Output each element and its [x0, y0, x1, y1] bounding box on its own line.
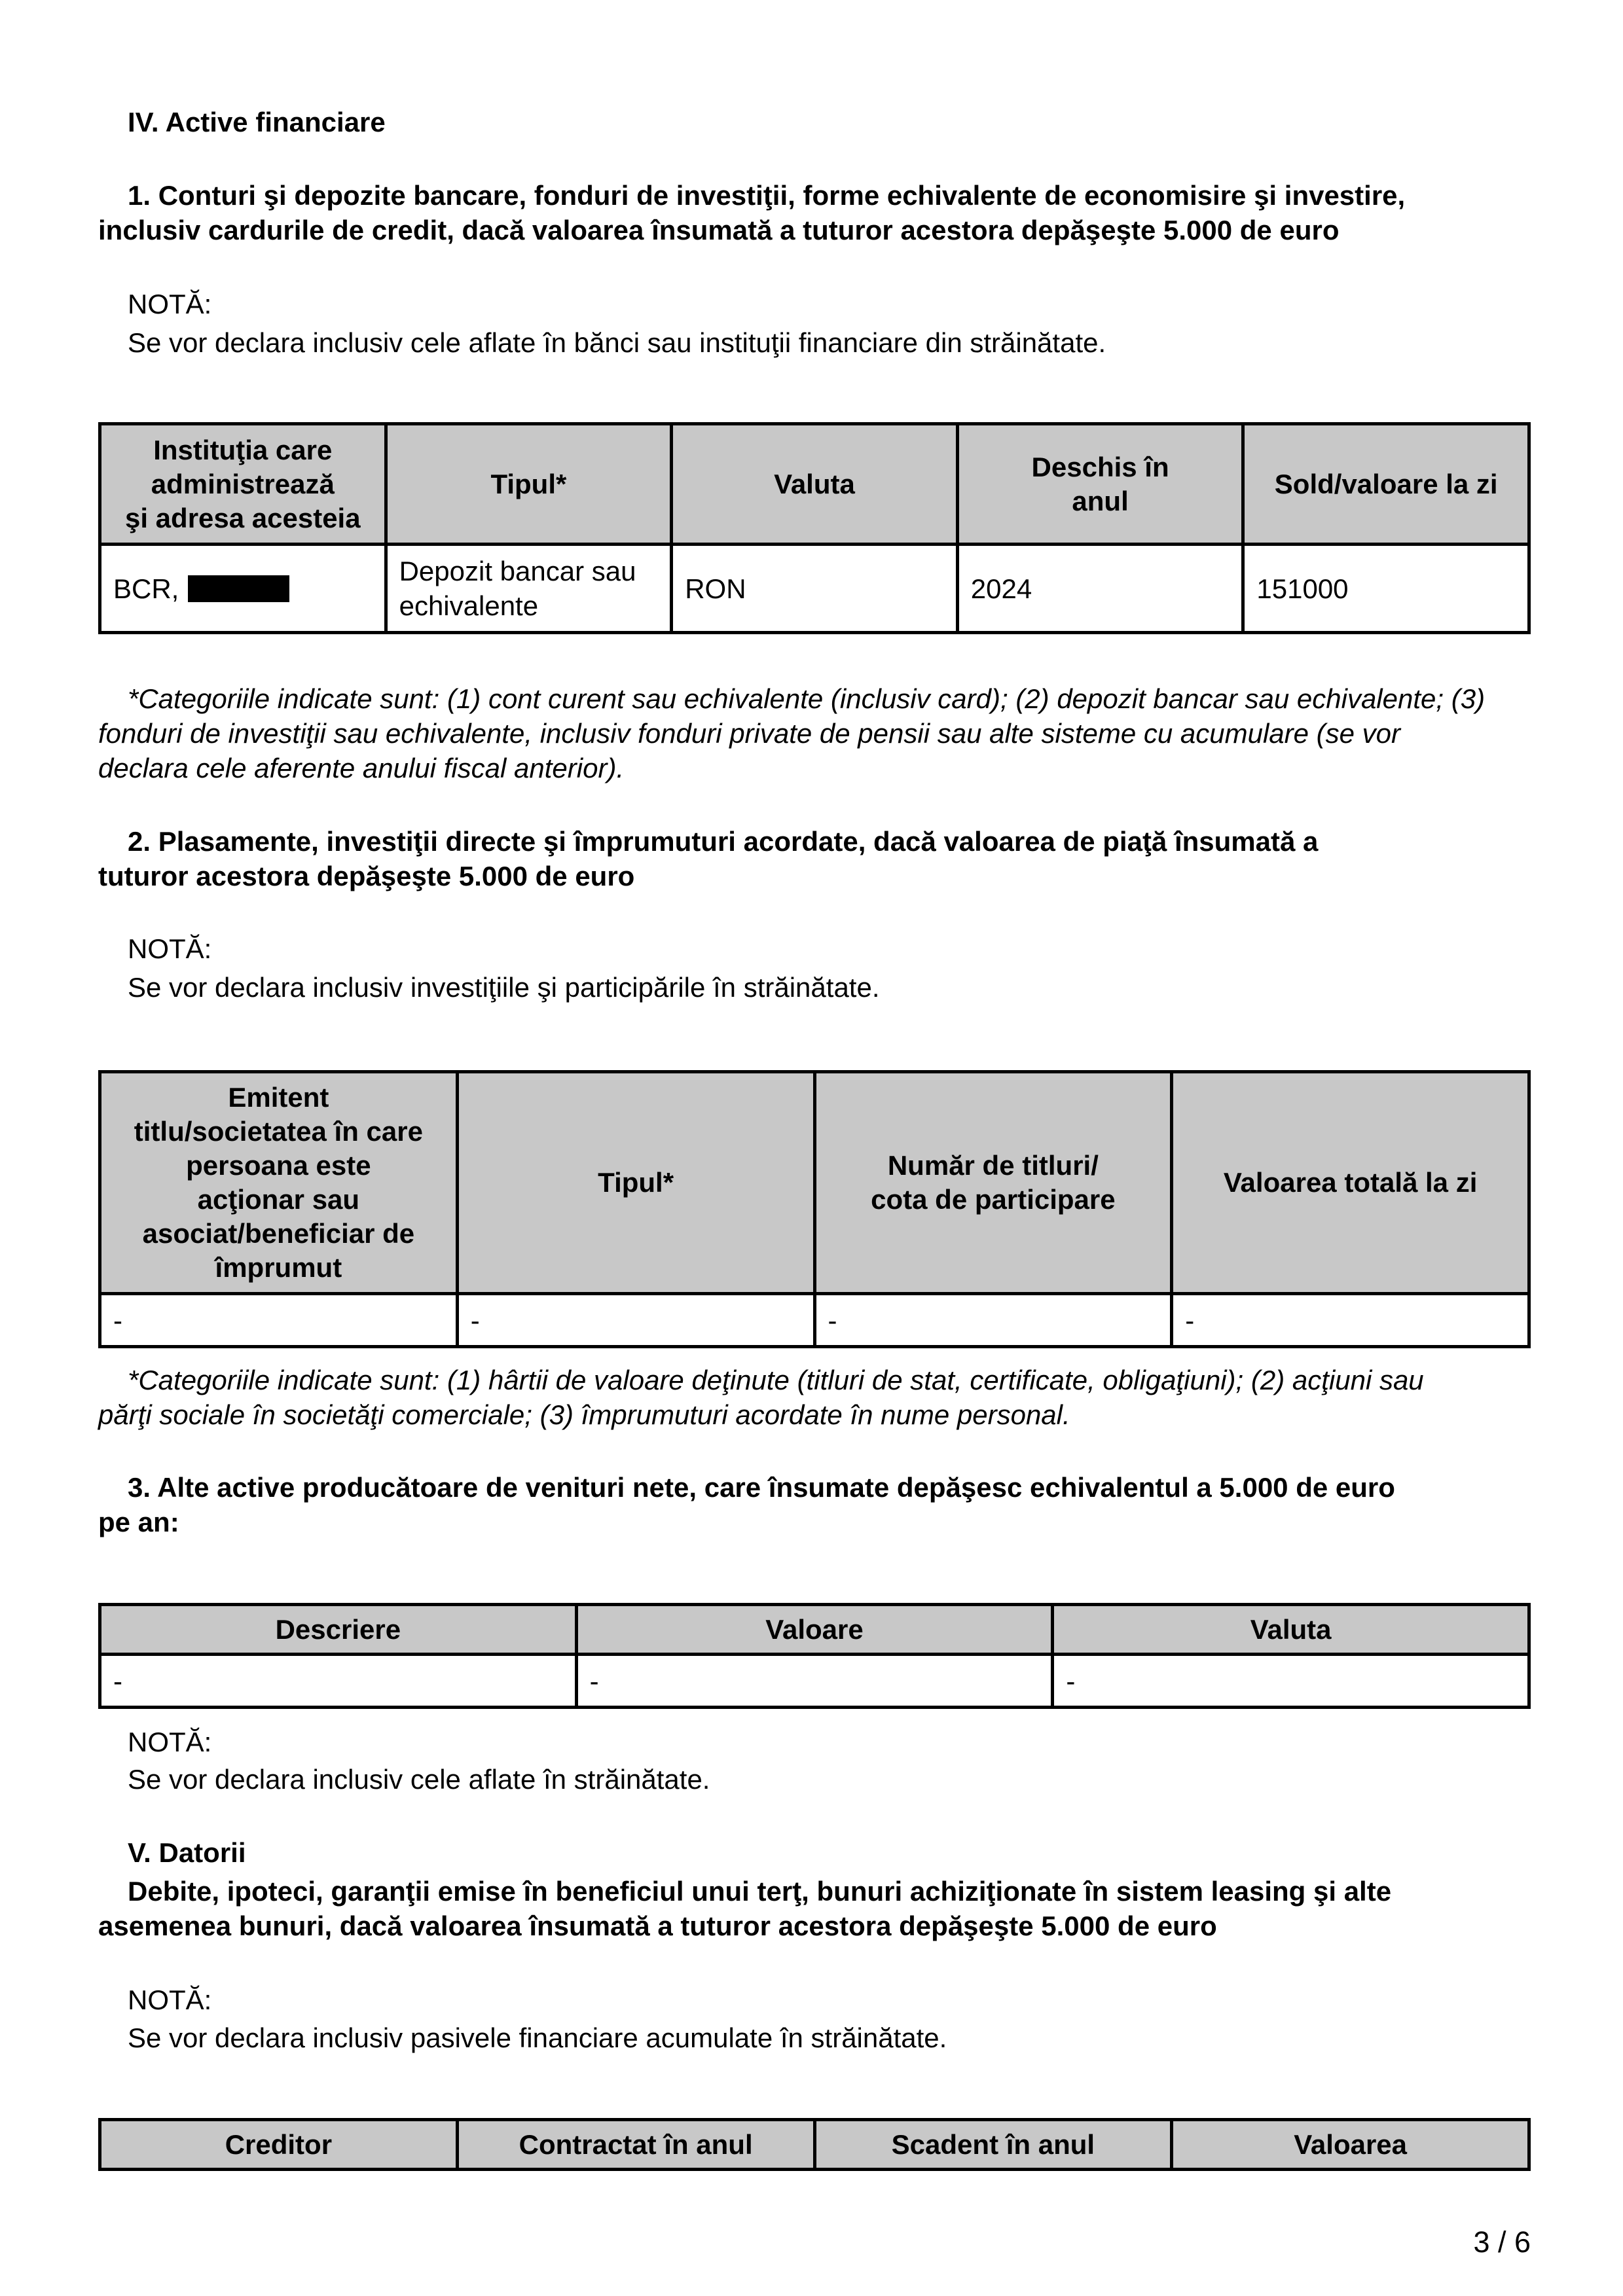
table-cell — [1173, 1295, 1531, 1348]
header-institution: Instituţia care administrează şi adresa acesteia — [124, 434, 361, 533]
placements-footnote: *Categoriile indicate sunt: (1) hârtii de valoare deţinute (titluri de stat, certificate, obligaţiuni); (2) acţiuni sau părţi sociale în societăţi comerciale; (3) împrumuturi acordate în nume personal. — [98, 1365, 1424, 1430]
table-cell — [816, 1295, 1174, 1348]
table-cell — [1054, 1656, 1531, 1709]
header-contracted-year: Contractat în anul — [519, 2128, 753, 2160]
table-cell — [578, 1656, 1055, 1709]
accounts-note-label: NOTĂ: — [128, 289, 212, 319]
accounts-note-text: Se vor declara inclusiv cele aflate în bănci sau instituţii financiare din străinătate. — [128, 327, 1106, 358]
section-v-title: V. Datorii — [128, 1837, 246, 1868]
redacted-block — [188, 575, 289, 602]
other-assets-note-text: Se vor declara inclusiv cele aflate în străinătate. — [128, 1764, 710, 1795]
cell-value: - — [1185, 1304, 1195, 1336]
accounts-heading: 1. Conturi şi depozite bancare, fonduri de investiţii, forme echivalente de economisire şi investire, inclusiv cardurile de credit, dacă valoarea însumată a tuturor acestora depăşeşte 5.000 de euro — [98, 180, 1406, 245]
table-cell — [101, 546, 388, 634]
debts-table — [98, 2118, 1531, 2171]
table-header-cell — [1173, 1073, 1531, 1295]
cell-value: - — [828, 1304, 837, 1336]
header-total-value: Valoarea totală la zi — [1223, 1167, 1478, 1198]
placements-note-label: NOTĂ: — [128, 933, 212, 964]
header-value: Valoare — [765, 1613, 864, 1645]
page-number: 3 / 6 — [1473, 2225, 1531, 2259]
cell-type: Depozit bancar sau echivalente — [399, 556, 636, 621]
cell-currency: RON — [685, 573, 746, 604]
cell-value: - — [589, 1665, 599, 1696]
table-header-cell — [388, 425, 674, 546]
table-cell — [959, 546, 1245, 634]
table-header-cell — [816, 2121, 1174, 2171]
header-currency: Valuta — [1250, 1613, 1332, 1645]
other-assets-heading: 3. Alte active producătoare de venituri nete, care însumate depăşesc echivalentul a 5.000 de euro pe an: — [98, 1472, 1395, 1537]
cell-opened-year: 2024 — [970, 573, 1032, 604]
header-type: Tipul* — [490, 468, 567, 499]
header-creditor: Creditor — [225, 2128, 333, 2160]
cell-value: - — [1066, 1665, 1076, 1696]
debts-heading: Debite, ipoteci, garanţii emise în beneficiul unui terţ, bunuri achiziţionate în sistem leasing şi alte asemenea bunuri, dacă valoarea însumată a tuturor acestora depăşeşte 5.000 de euro — [98, 1876, 1392, 1941]
other-assets-table — [98, 1603, 1531, 1709]
cell-value: - — [113, 1304, 122, 1336]
debts-note-text: Se vor declara inclusiv pasivele financiare acumulate în străinătate. — [128, 2022, 947, 2053]
header-due-year: Scadent în anul — [891, 2128, 1095, 2160]
table-cell — [388, 546, 674, 634]
table-header-cell — [101, 425, 388, 546]
header-type: Tipul* — [598, 1167, 674, 1198]
header-opened-year: Deschis în anul — [1031, 451, 1169, 516]
table-header-cell — [101, 1606, 578, 1656]
table-header-cell — [459, 2121, 816, 2171]
table-header-cell — [673, 425, 959, 546]
table-header-cell — [1245, 425, 1531, 546]
table-cell — [459, 1295, 816, 1348]
table-cell — [101, 1656, 578, 1709]
header-balance: Sold/valoare la zi — [1274, 468, 1498, 499]
table-header-cell — [101, 1073, 459, 1295]
cell-institution: BCR, — [113, 573, 179, 604]
cell-value: - — [113, 1665, 122, 1696]
accounts-table — [98, 422, 1531, 634]
table-cell — [101, 1295, 459, 1348]
header-issuer: Emitent titlu/societatea în care persoana este acţionar sau asociat/beneficiar de împrumut — [134, 1082, 423, 1283]
table-header-cell — [459, 1073, 816, 1295]
table-header-cell — [101, 2121, 459, 2171]
accounts-footnote: *Categoriile indicate sunt: (1) cont curent sau echivalente (inclusiv card); (2) depozit bancar sau echivalente; (3) fonduri de investiţii sau echivalente, inclusiv fonduri private de pensii sau alte sisteme cu acumulare (se vor declara cele aferente anului fiscal anterior). — [98, 683, 1486, 783]
cell-balance: 151000 — [1256, 573, 1349, 604]
debts-note-label: NOTĂ: — [128, 1984, 212, 2015]
placements-heading: 2. Plasamente, investiţii directe şi împrumuturi acordate, dacă valoarea de piaţă însumată a tuturor acestora depăşeşte 5.000 de euro — [98, 826, 1319, 891]
table-header-cell — [1054, 1606, 1531, 1656]
table-cell — [673, 546, 959, 634]
table-cell — [1245, 546, 1531, 634]
table-header-cell — [578, 1606, 1055, 1656]
placements-note-text: Se vor declara inclusiv investiţiile şi participările în străinătate. — [128, 972, 880, 1003]
table-header-cell — [816, 1073, 1174, 1295]
other-assets-note-label: NOTĂ: — [128, 1727, 212, 1757]
table-header-cell — [959, 425, 1245, 546]
cell-value: - — [470, 1304, 480, 1336]
header-share-count: Număr de titluri/ cota de participare — [871, 1150, 1116, 1215]
table-header-cell — [1173, 2121, 1531, 2171]
placements-table — [98, 1070, 1531, 1348]
section-iv-title: IV. Active financiare — [128, 107, 386, 137]
header-currency: Valuta — [774, 468, 855, 499]
header-description: Descriere — [275, 1613, 401, 1645]
header-amount: Valoarea — [1294, 2128, 1408, 2160]
